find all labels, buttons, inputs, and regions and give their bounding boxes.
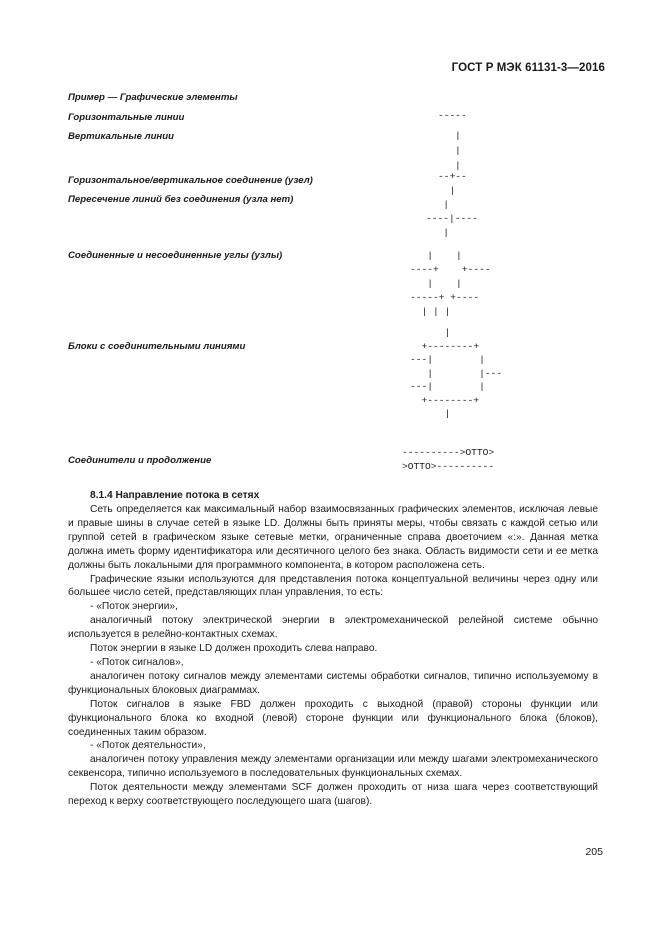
paragraph: Поток энергии в языке LD должен проходить слева направо. xyxy=(90,643,378,655)
page-number: 205 xyxy=(585,846,603,858)
corners-art: | | ----+ +---- | | -----+ +---- | | | xyxy=(410,250,491,317)
paragraph: Сеть определяется как максимальный набор взаимосвязанных графических элементов, исключая левые и правые шины в случае сетей в языке LD. Должны быть приняты меры, чтобы связать с каждой сетью или группой сетей в графическом языке сетевые метки, ограниченные справа двоеточием «:». Данная метка должна иметь форму идентификатора или десятичного целого без знака. Область видимости сети и ее метка должны быть локальными для программного компонента, в котором расположена сеть. xyxy=(68,504,598,571)
section-body xyxy=(68,503,598,809)
section-title: 8.1.4 Направление потока в сетях xyxy=(90,490,260,501)
blocks-art: | +--------+ ---| | | |--- ---| | +--------+ | xyxy=(410,327,503,419)
connectors-art: ---------->OTTO> >OTTO>---------- xyxy=(402,447,495,472)
blocks-label: Блоки с соединительными линиями xyxy=(68,341,246,352)
horizontal-lines-art: ----- xyxy=(438,110,467,121)
standard-header: ГОСТ Р МЭК 61131-3—2016 xyxy=(451,62,605,74)
list-item: - «Поток энергии», xyxy=(90,601,178,613)
paragraph: аналогичный потоку электрической энергии в электромеханической релейной системе обычно используется в релейно-контактных схемах. xyxy=(68,615,598,641)
list-item: - «Поток сигналов», xyxy=(90,656,184,668)
vertical-lines-art: | | | xyxy=(455,130,461,171)
paragraph: аналогичен потоку сигналов между элементами системы обработки сигналов, типично используемому в функциональных блоковых диаграммах. xyxy=(68,670,598,696)
node-art: --+-- | xyxy=(438,171,467,196)
list-item: - «Поток деятельности», xyxy=(90,740,206,752)
paragraph: Графические языки используются для представления потока концептуальной величины через одну или большее число сетей, представляющих план управления, то есть: xyxy=(68,573,598,599)
paragraph: аналогичен потоку управления между элементами организации или между шагами электромеханического секвенсора, типично используемого в последовательных функциональных схемах. xyxy=(68,754,598,780)
connectors-label: Соединители и продолжение xyxy=(68,455,212,466)
vertical-lines-label: Вертикальные линии xyxy=(68,131,174,142)
paragraph: Поток сигналов в языке FBD должен проходить с выходной (правой) стороны функции или функционального блока ко входной (левой) стороне функции или функционального блока (блоков), соединенных таким образом. xyxy=(68,698,598,738)
crossing-art: | ----|---- | xyxy=(426,199,478,238)
horizontal-lines-label: Горизонтальные линии xyxy=(68,112,185,123)
example-title: Пример — Графические элементы xyxy=(68,92,238,103)
node-label: Горизонтальное/вертикальное соединение (узел) xyxy=(68,175,313,186)
corners-label: Соединенные и несоединенные углы (узлы) xyxy=(68,250,283,261)
crossing-label: Пересечение линий без соединения (узла нет) xyxy=(68,194,294,205)
paragraph: Поток деятельности между элементами SCF должен проходить от низа шага через соответствующий переход к верху соответствующего последующего шага (шагов). xyxy=(68,782,598,808)
